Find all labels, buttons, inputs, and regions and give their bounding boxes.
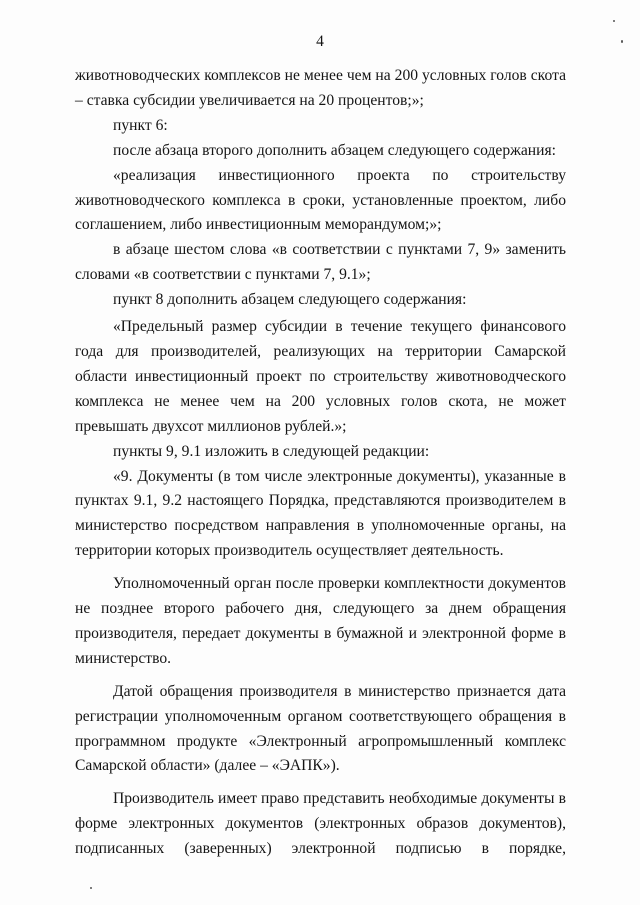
- paragraph-7: «Предельный размер субсидии в течение текущего финансового года для производителей, реализующих на территории Самарской области инвестиционный проект по строительству животноводческого комплекса не менее чем на 200 условных голов скота, не может превышать двухсот миллионов рублей.»;: [75, 318, 566, 435]
- paragraph-4: «реализация инвестиционного проекта по строительству животноводческого комплекса в сроки, установленные проектом, либо соглашением, либо инвестиционным меморандумом;»;: [75, 166, 566, 234]
- paragraph-11: Датой обращения производителя в министерство признается дата регистрации уполномоченным органом соответствующего обращения в программном продукте «Электронный агропромышленный комплекс Самарской области» (далее – «ЭАПК»).: [75, 682, 566, 775]
- paragraph-3: после абзаца второго дополнить абзацем следующего содержания:: [113, 141, 557, 159]
- scan-speck: [613, 20, 615, 22]
- paragraph-8: пункты 9, 9.1 изложить в следующей редакции:: [113, 442, 430, 460]
- paragraph-9: «9. Документы (в том числе электронные документы), указанные в пунктах 9.1, 9.2 настоящего Порядка, представляются производителем в министерство посредством направления в уполномоченные органы, на территории которых производитель осуществляет деятельность.: [75, 467, 566, 560]
- paragraph-5: в абзаце шестом слова «в соответствии с пунктами 7, 9» заменить словами «в соответствии с пунктами 7, 9.1»;: [75, 241, 566, 284]
- scan-speck: [90, 887, 92, 889]
- paragraph-2: пункт 6:: [113, 116, 168, 134]
- paragraph-12: Производитель имеет право представить необходимые документы в форме электронных документов (электронных образов документов), подписанных (заверенных) электронной подписью в порядке,: [75, 790, 566, 858]
- document-body: [75, 64, 566, 862]
- scan-speck: [621, 40, 623, 43]
- paragraph-10: Уполномоченный орган после проверки комплектности документов не позднее второго рабочего дня, следующего за днем обращения производителя, передает документы в бумажной и электронной форме в министерство.: [75, 575, 566, 667]
- paragraph-6: пункт 8 дополнить абзацем следующего содержания:: [113, 291, 467, 309]
- page-number: 4: [316, 33, 324, 50]
- paragraph-1: животноводческих комплексов не менее чем на 200 условных голов скота – ставка субсидии увеличивается на 20 процентов;»;: [75, 67, 566, 109]
